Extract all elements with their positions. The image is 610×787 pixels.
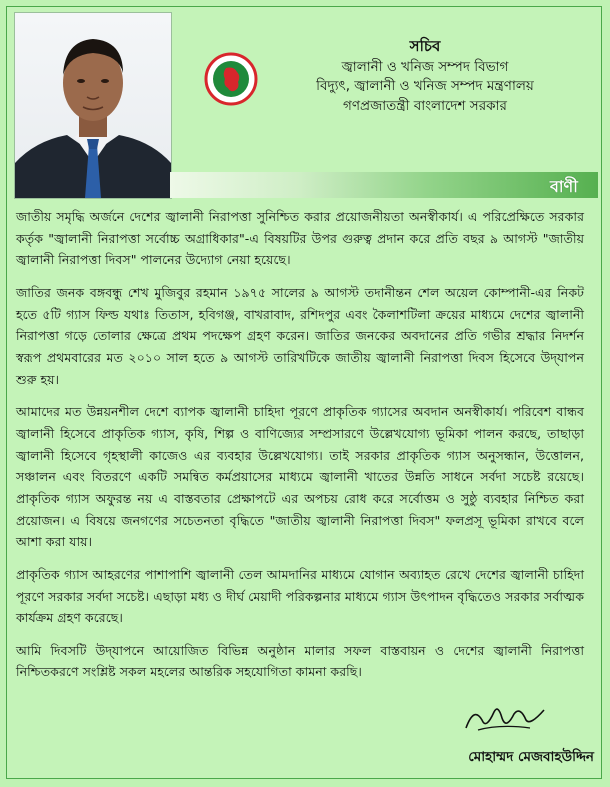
paragraph: প্রাকৃতিক গ্যাস আহরণের পাশাপাশি জ্বালানী তেল আমদানির মাধ্যমে যোগান অব্যাহত রেখে দেশের জ্বালানী চাহিদা পূরণে সরকার সর্বদা সচেষ্ট। এছাড়া মধ্য ও দীর্ঘ মেয়াদী পরিকল্পনার মাধ্যমে গ্যাস উৎপাদন বৃদ্ধিতেও সরকার সর্বাত্মক কার্যক্রম গ্রহণ করেছে। [16, 566, 584, 626]
section-label: বাণী [550, 177, 578, 196]
government-seal-icon [204, 52, 258, 106]
header-ministry: বিদ্যুৎ, জ্বালানী ও খনিজ সম্পদ মন্ত্রণালয় [316, 78, 534, 95]
header-division: জ্বালানী ও খনিজ সম্পদ বিভাগ [341, 58, 509, 75]
message-body [16, 206, 584, 694]
header-block [290, 36, 560, 116]
paragraph: আমাদের মত উন্নয়নশীল দেশে ব্যাপক জ্বালানী চাহিদা পূরণে প্রাকৃতিক গ্যাসের অবদান অনস্বীকার্য। পরিবেশ বান্ধব জ্বালানী হিসেবে প্রাকৃতিক গ্যাস, কৃষি, শিল্প ও বাণিজ্যের সম্প্রসারণে উল্লেখযোগ্য ভূমিকা পালন করছে, তাছাড়া জ্বালানী হিসেবে গৃহস্থালী কাজেও এর ব্যবহার উল্লেখযোগ্য। তাই সরকার প্রাকৃতিক গ্যাস অনুসন্ধান, উত্তোলন, সঞ্চালন এবং বিতরণে একটি সমন্বিত কর্মপ্রয়াসের মাধ্যমে জ্বালানী খাতের উন্নতি সাধনে সর্বদা সচেষ্ট রয়েছে। প্রাকৃতিক গ্যাস অফুরন্ত নয় এ বাস্তবতার প্রেক্ষাপটে এর অপচয় রোধ করে সর্বোত্তম ও সুষ্ঠু ব্যবহার নিশ্চিত করা প্রয়োজন। এ বিষয়ে জনগণের সচেতনতা বৃদ্ধিতে "জাতীয় জ্বালানী নিরাপত্তা দিবস" ফলপ্রসূ ভূমিকা রাখবে বলে আশা করা যায়। [16, 404, 584, 550]
paragraph: জাতির জনক বঙ্গবন্ধু শেখ মুজিবুর রহমান ১৯৭৫ সালের ৯ আগস্ট তদানীন্তন শেল অয়েল কোম্পানী-এর নিকট হতে ৫টি গ্যাস ফিল্ড যথাঃ তিতাস, হবিগঞ্জ, বাখরাবাদ, রশিদপুর এবং কৈলাশটিলা ক্রয়ের মাধ্যমে দেশের জ্বালানী নিরাপত্তা গড়ে তোলার ক্ষেত্রে প্রথম পদক্ষেপ গ্রহণ করেন। জাতির জনকের অবদানের প্রতি গভীর শ্রদ্ধার নিদর্শন স্বরূপ প্রথমবারের মত ২০১০ সাল হতে ৯ আগস্ট তারিখটিকে জাতীয় জ্বালানী নিরাপত্তা দিবস হিসেবে উদ্‌যাপন শুরু হয়। [16, 284, 584, 387]
header-government: গণপ্রজাতন্ত্রী বাংলাদেশ সরকার [343, 97, 507, 114]
section-bar [170, 172, 598, 198]
header-title: সচিব [409, 37, 441, 55]
handwritten-signature [460, 700, 550, 736]
paragraph: জাতীয় সমৃদ্ধি অর্জনে দেশের জ্বালানী নিরাপত্তা সুনিশ্চিত করার প্রয়োজনীয়তা অনস্বীকার্য। এ পরিপ্রেক্ষিতে সরকার কর্তৃক "জ্বালানী নিরাপত্তা সর্বোচ্চ অগ্রাধিকার"-এ বিষয়টির উপর গুরুত্ব প্রদান করে প্রতি বছর ৯ আগস্ট "জাতীয় জ্বালানী নিরাপত্তা দিবস" পালনের উদ্যোগ নেয়া হয়েছে। [16, 209, 584, 268]
portrait-photo [14, 12, 172, 199]
paragraph: আমি দিবসটি উদ্‌যাপনে আয়োজিত বিভিন্ন অনুষ্ঠান মালার সফল বাস্তবায়ন ও দেশের জ্বালানী নিরাপত্তা নিশ্চিতকরণে সংশ্লিষ্ট সকল মহলের আন্তরিক সহযোগিতা কামনা করছি। [16, 642, 584, 680]
signer-name: মোহাম্মদ মেজবাহউদ্দিন [468, 749, 594, 765]
